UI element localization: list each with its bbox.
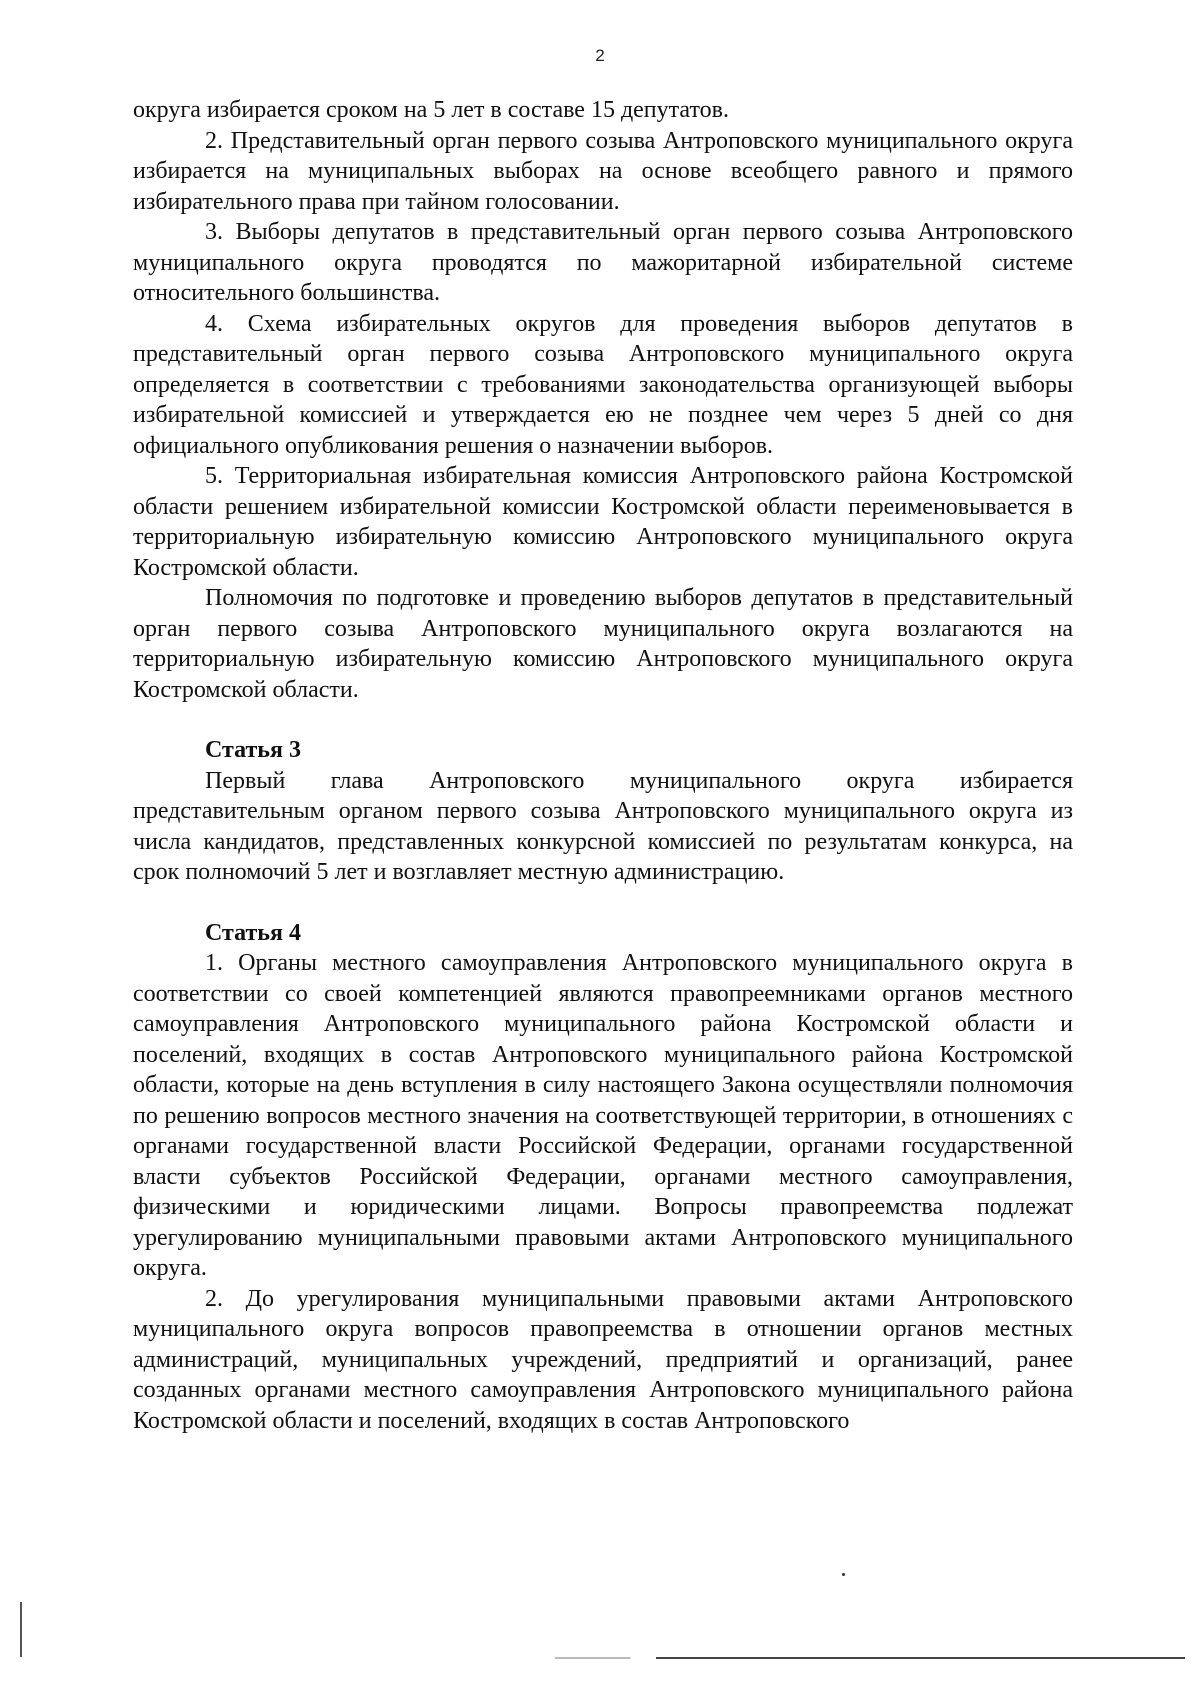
footer-rule (555, 1657, 1185, 1659)
article-3-text: Первый глава Антроповского муниципального округа избирается представительным органом первого созыва Антроповского муниципального округа из числа кандидатов, представленных конкурсной комиссией по результатам конкурса, на срок полномочий 5 лет и возглавляет местную администрацию. (133, 767, 1073, 885)
paragraph-5: 5. Территориальная избирательная комиссия Антроповского района Костромской области решением избирательной комиссии Костромской области переименовывается в территориальную избирательную комиссию Антроповского муниципального округа Костромской области. (133, 463, 1073, 581)
article-3-heading: Статья 3 (205, 737, 301, 763)
paragraph-3: 3. Выборы депутатов в представительный орган первого созыва Антроповского муниципального округа проводятся по мажоритарной избирательной системе относительного большинства. (133, 219, 1073, 306)
scan-edge-mark (20, 1602, 22, 1657)
paragraph-4: 4. Схема избирательных округов для проведения выборов депутатов в представительный орган первого созыва Антроповского муниципального округа определяется в соответствии с требованиями законодательства организующей выборы избирательной комиссией и утверждается ею не позднее чем через 5 дней со дня официального опубликования решения о назначении выборов. (133, 310, 1073, 459)
page-number: 2 (595, 46, 605, 65)
article-4-paragraph-1: 1. Органы местного самоуправления Антроповского муниципального округа в соответствии со своей компетенцией являются правопреемниками органов местного самоуправления Антроповского муниципального района Костромской области и поселений, входящих в состав Антроповского муниципального района Костромской области, которые на день вступления в силу настоящего Закона осуществляли полномочия по решению вопросов местного значения на соответствующей территории, в отношениях с органами государственной власти Российской Федерации, органами государственной власти субъектов Российской Федерации, органами местного самоуправления, физическими и юридическими лицами. Вопросы правопреемства подлежат урегулированию муниципальными правовыми актами Антроповского муниципального округа. (133, 950, 1073, 1281)
article-4-heading: Статья 4 (205, 919, 301, 946)
paragraph-5-powers: Полномочия по подготовке и проведению выборов депутатов в представительный орган первого созыва Антроповского муниципального округа возлагаются на территориальную избирательную комиссию Антроповского муниципального округа Костромской области. (133, 585, 1073, 703)
document-body (133, 95, 1073, 1436)
scan-speck (842, 1573, 845, 1576)
paragraph-continuation: округа избирается сроком на 5 лет в составе 15 депутатов. (133, 97, 729, 123)
paragraph-2: 2. Представительный орган первого созыва Антроповского муниципального округа избирается на муниципальных выборах на основе всеобщего равного и прямого избирательного права при тайном голосовании. (133, 127, 1073, 215)
article-4-paragraph-2: 2. До урегулирования муниципальными правовыми актами Антроповского муниципального округа вопросов правопреемства в отношении органов местных администраций, муниципальных учреждений, предприятий и организаций, ранее созданных органами местного самоуправления Антроповского муниципального района Костромской области и поселений, входящих в состав Антроповского (133, 1285, 1073, 1434)
